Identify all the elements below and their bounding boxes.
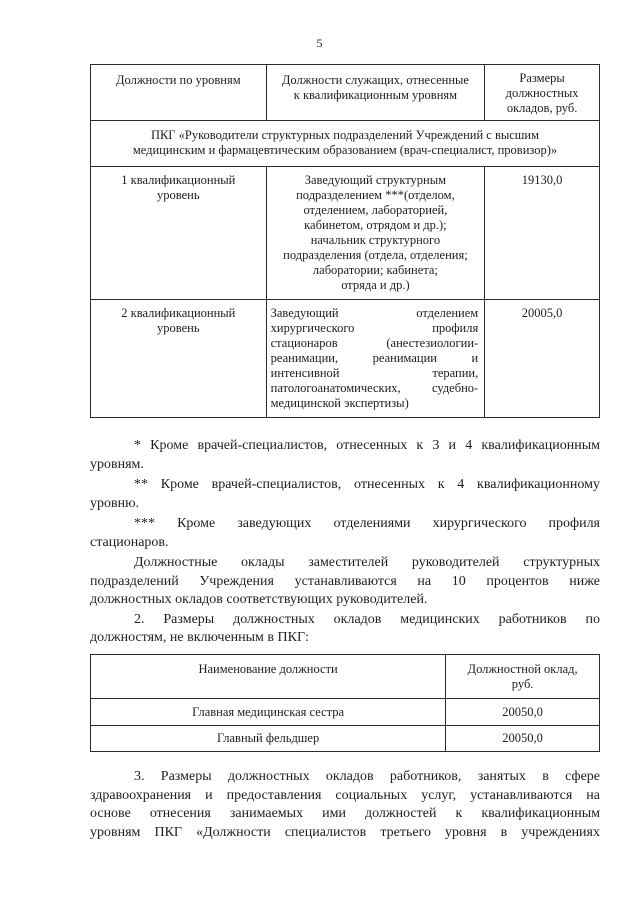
salary-cell: 20050,0 <box>446 699 600 726</box>
level-cell: 1 квалификационный уровень <box>91 167 267 300</box>
table-row <box>91 726 600 752</box>
table-header-row <box>91 655 600 699</box>
paragraph-deputies: Должностные оклады заместителей руководителей структурных подразделений Учреждения устанавливаются на 10 процентов ниже должностных окладов соответствующих руководителей. <box>90 555 600 607</box>
header-salary-size: Размеры должностных окладов, руб. <box>485 65 600 121</box>
footnote-2: ** Кроме врачей-специалистов, отнесенных к 4 квалификационному уровню. <box>90 477 600 511</box>
salary-cell: 19130,0 <box>485 167 600 300</box>
position-name-cell: Главная медицинская сестра <box>91 699 446 726</box>
salary-cell: 20005,0 <box>485 300 600 418</box>
section-3 <box>90 768 600 842</box>
table-row <box>91 167 600 300</box>
footnotes <box>90 437 600 648</box>
footnote-1: * Кроме врачей-специалистов, отнесенных к 3 и 4 квалификационным уровням. <box>90 438 600 472</box>
header-position-name: Наименование должности <box>91 655 446 699</box>
page-number: 5 <box>316 36 323 50</box>
salary-table-non-pkg <box>90 654 600 752</box>
table-row <box>91 300 600 418</box>
salary-table-pkg <box>90 64 600 418</box>
level-cell: 2 квалификационный уровень <box>91 300 267 418</box>
footnote-3: *** Кроме заведующих отделениями хирургического профиля стационаров. <box>90 516 600 550</box>
header-positions-of-employees: Должности служащих, отнесенные к квалификационным уровням <box>266 65 485 121</box>
section-3-paragraph: 3. Размеры должностных окладов работников, занятых в сфере здравоохранения и предоставления социальных услуг, устанавливаются на основе отнесения занимаемых ими должностей к квалификационным уровням ПКГ «Должности специалистов третьего уровня в учреждениях <box>90 769 600 840</box>
table-row <box>91 699 600 726</box>
group-title: ПКГ «Руководители структурных подразделений Учреждений с высшим медицинским и фармацевтическим образованием (врач-специалист, провизор)» <box>91 121 600 167</box>
positions-cell: Заведующий отделением хирургического профиля стационаров (анестезиологии- реанимации, реанимации и интенсивной терапии, патологоанатомических, судебно- медицинской экспертизы) <box>266 300 485 418</box>
header-positions-by-level: Должности по уровням <box>91 65 267 121</box>
position-name-cell: Главный фельдшер <box>91 726 446 752</box>
table-header-row <box>91 65 600 121</box>
section-2-heading: 2. Размеры должностных окладов медицинских работников по должностям, не включенным в ПКГ: <box>90 611 600 645</box>
table-group-row <box>91 121 600 167</box>
salary-cell: 20050,0 <box>446 726 600 752</box>
header-salary: Должностной оклад, руб. <box>446 655 600 699</box>
positions-cell: Заведующий структурным подразделением ***(отделом, отделением, лабораторией, кабинетом, отрядом и др.); начальник структурного подразделения (отдела, отделения; лаборатории; кабинета; отряда и др.) <box>266 167 485 300</box>
